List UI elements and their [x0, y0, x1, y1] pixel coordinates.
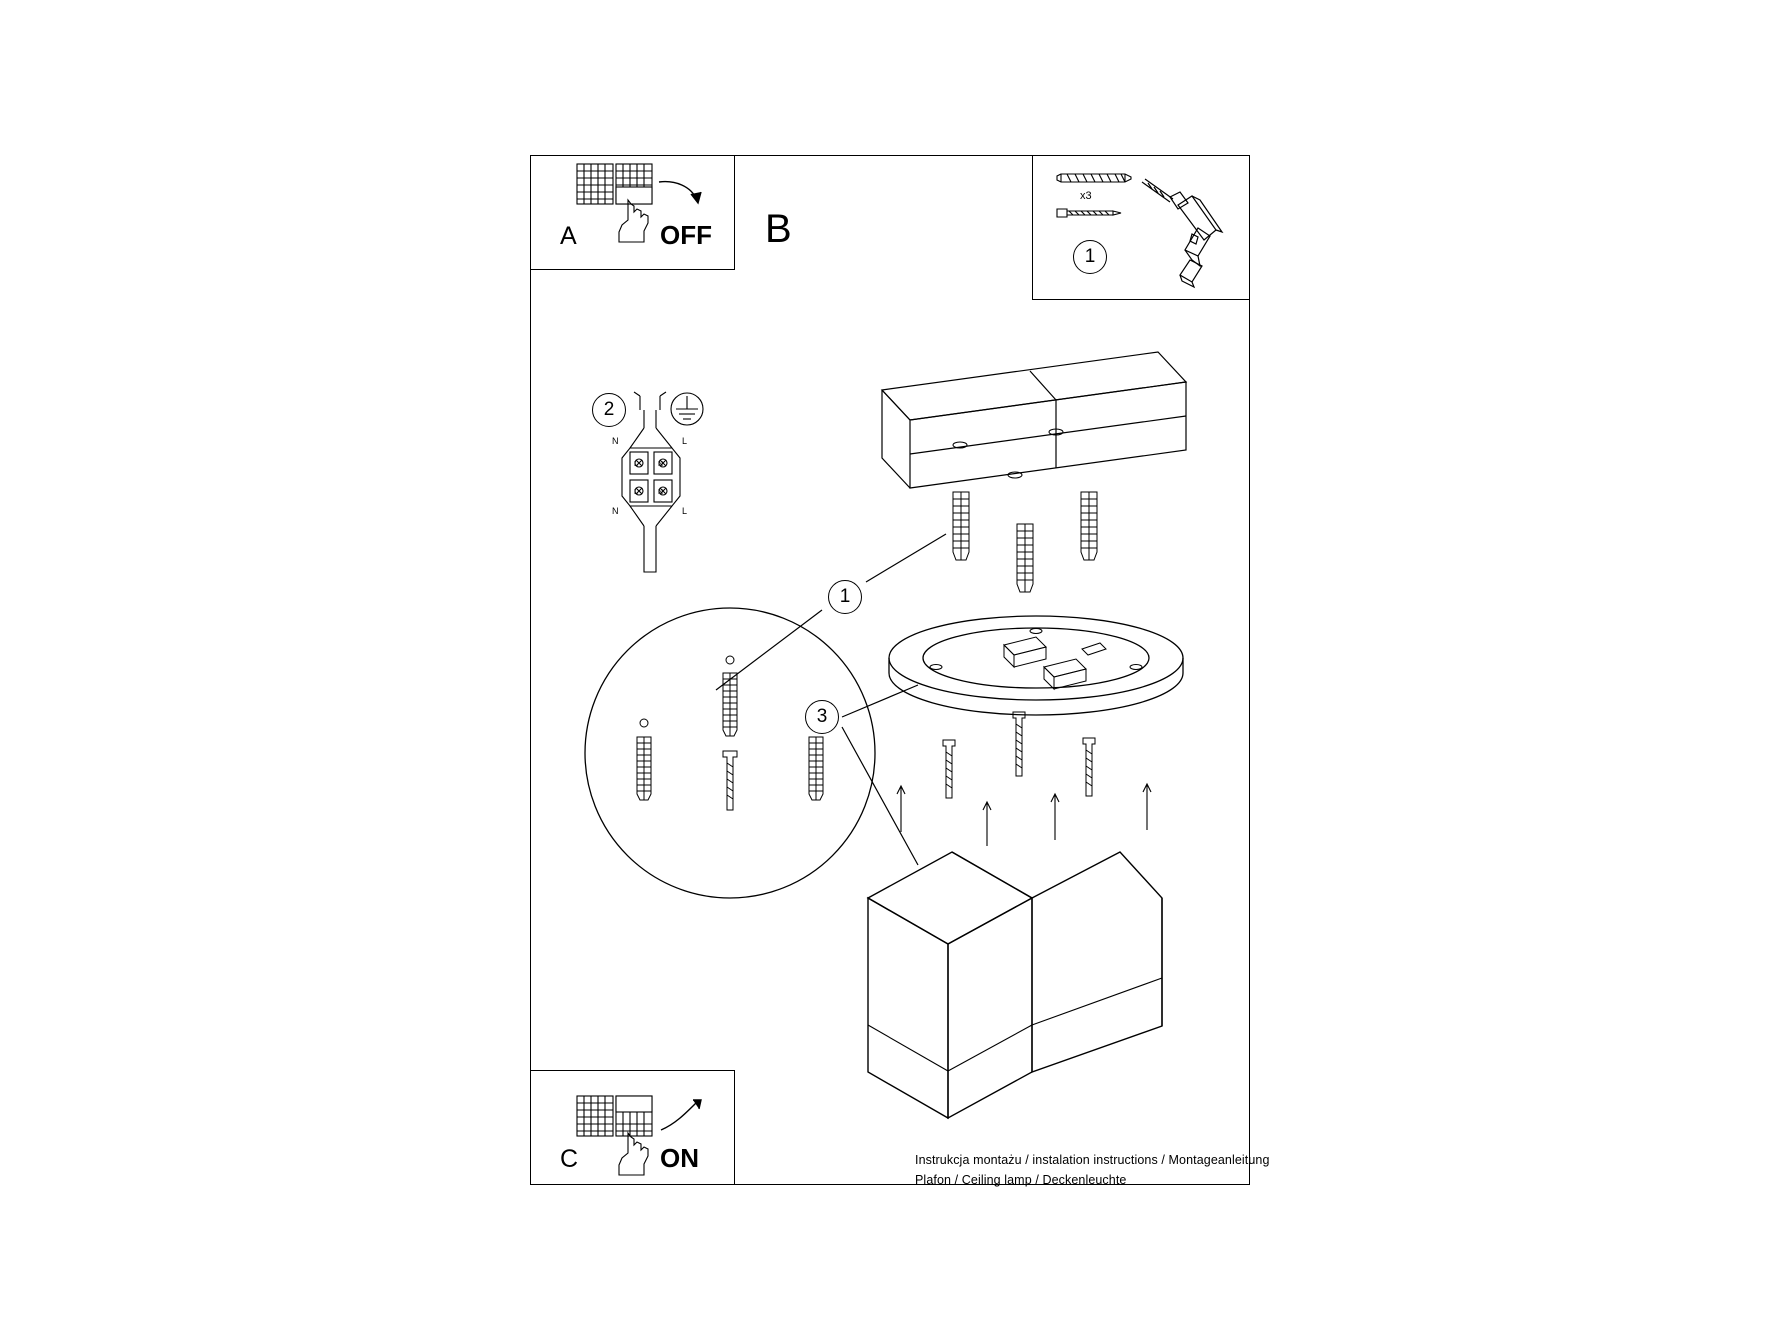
step-a-label: OFF — [660, 220, 712, 250]
step-c-letter: C — [560, 1145, 579, 1173]
svg-text:N: N — [612, 506, 619, 516]
svg-text:L: L — [634, 489, 638, 496]
svg-text:N: N — [658, 461, 664, 468]
svg-text:L: L — [634, 461, 638, 468]
power-drill-icon — [1140, 178, 1245, 290]
callout-1: 1 — [828, 580, 862, 614]
hexagonal-lamp-body — [862, 850, 1182, 1140]
wall-plug-inserted-left — [948, 490, 974, 566]
caption-line-2: Plafon / Ceiling lamp / Deckenleuchte — [915, 1173, 1127, 1187]
wall-plug-icon — [1055, 168, 1135, 188]
earth-ground-icon — [666, 388, 708, 430]
svg-text:N: N — [658, 489, 664, 496]
screw-icon — [1055, 205, 1125, 221]
wall-plug-inserted-right — [1076, 490, 1102, 566]
parts-quantity-label: x3 — [1080, 190, 1092, 202]
wall-plug-inserted-middle — [1012, 522, 1038, 598]
callout-3: 3 — [805, 700, 839, 734]
step-a-letter: A — [560, 222, 577, 250]
hand-pointing-icon — [614, 1131, 654, 1177]
callout-2: 2 — [592, 393, 626, 427]
step-c-label: ON — [660, 1143, 699, 1173]
step-b-letter: B — [765, 207, 792, 251]
arrow-up-icon — [657, 1098, 705, 1138]
svg-text:N: N — [612, 436, 619, 446]
fixing-screws — [895, 690, 1185, 870]
svg-text:L: L — [682, 436, 688, 446]
ceiling-surface — [880, 350, 1190, 540]
arrow-down-icon — [657, 178, 705, 218]
hand-pointing-icon — [614, 198, 654, 244]
caption-line-1: Instrukcja montażu / instalation instructions / Montageanleitung — [915, 1153, 1270, 1167]
callout-1-parts: 1 — [1073, 240, 1107, 274]
svg-text:L: L — [682, 506, 688, 516]
